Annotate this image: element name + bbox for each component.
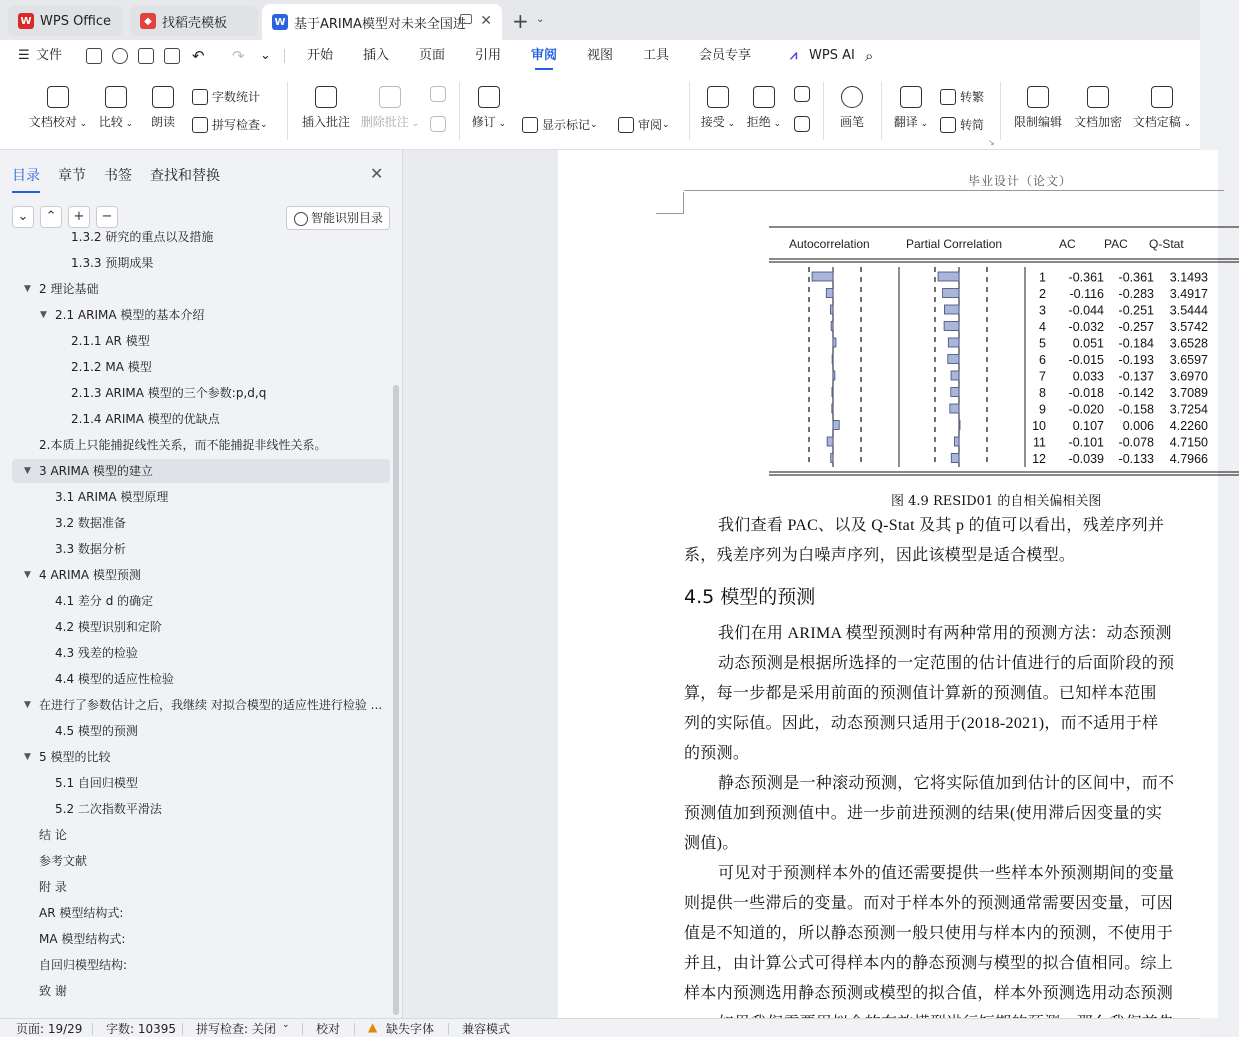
paragraph-line: 动态预测是根据所选择的一定范围的估计值进行的后面阶段的预 <box>718 655 1175 672</box>
toc-item[interactable] <box>12 485 390 509</box>
paragraph-line: 测值)。 <box>684 835 739 852</box>
cell-pac: -0.251 <box>1118 303 1154 318</box>
tab-chapters[interactable]: 章节 <box>58 168 86 184</box>
toc-item-label: 致 谢 <box>39 984 67 998</box>
expand-arrow-icon[interactable]: ▼ <box>24 700 31 710</box>
cell-q: 3.6597 <box>1169 353 1208 367</box>
warning-icon: ▲ <box>368 1020 378 1034</box>
insert-comment-button[interactable]: 插入批注 <box>298 86 354 130</box>
cell-lag: 4 <box>1039 320 1046 334</box>
cell-lag: 2 <box>1039 287 1046 301</box>
toc-item-label: 4.3 残差的检验 <box>55 646 138 660</box>
toc-item-label: 自回归模型结构: <box>39 958 128 972</box>
ac-bar <box>833 421 839 430</box>
column-header: Q-Stat <box>1149 237 1184 251</box>
cell-ac: 0.051 <box>1072 336 1104 351</box>
cell-pac: -0.078 <box>1118 435 1154 450</box>
ac-bar <box>833 338 836 347</box>
spell-check-indicator[interactable]: 拼写检查: 关闭 <box>196 1022 276 1036</box>
finalize-button[interactable]: 文档定稿 ⌄ <box>1132 86 1192 130</box>
prev-revision-icon <box>794 86 810 102</box>
toc-item-label: 2.1 ARIMA 模型的基本介绍 <box>55 308 205 322</box>
pac-bar <box>954 437 959 446</box>
toc-item[interactable] <box>12 537 390 561</box>
toc-item[interactable] <box>12 459 390 483</box>
cell-q: 4.2260 <box>1169 419 1208 433</box>
encrypt-doc-icon <box>1087 86 1109 108</box>
writer-doc-icon: W <box>272 14 288 30</box>
toc-item-label: 2 理论基础 <box>39 282 99 296</box>
print-icon[interactable] <box>138 48 154 64</box>
cell-q: 4.7966 <box>1169 452 1208 466</box>
arrow-right-icon <box>430 116 446 132</box>
paragraph-line: 样本内预测选用静态预测或模型的拟合值，样本外预测选用动态预测 <box>684 985 1174 1002</box>
export-icon[interactable] <box>112 48 128 64</box>
add-heading-button[interactable]: + <box>68 206 90 228</box>
missing-font-indicator[interactable]: 缺失字体 <box>386 1022 435 1036</box>
cell-pac: 0.006 <box>1122 419 1154 433</box>
column-header: Autocorrelation <box>789 237 870 251</box>
ac-bar <box>830 305 833 314</box>
toc-item[interactable] <box>12 719 390 743</box>
prev-comment-button <box>428 86 448 107</box>
status-bar <box>0 1018 1200 1037</box>
cell-ac: -0.044 <box>1068 303 1104 318</box>
group-expand-icon[interactable]: ↘ <box>988 138 995 147</box>
paragraph-line: 列的实际值。因此，动态预测只适用于(2018-2021)，而不适用于样 <box>684 715 1159 732</box>
ac-bar <box>832 404 833 413</box>
reject-icon <box>753 86 775 108</box>
toc-item[interactable] <box>12 927 390 951</box>
cell-pac: -0.361 <box>1118 270 1154 285</box>
cell-lag: 1 <box>1039 270 1046 285</box>
review-pane-icon <box>618 117 634 133</box>
document-page[interactable] <box>558 150 1218 1018</box>
remove-heading-button[interactable]: − <box>96 206 118 228</box>
menu-start[interactable]: 开始 <box>307 48 334 63</box>
toc-item-label: 3 ARIMA 模型的建立 <box>39 464 153 478</box>
toc-item[interactable] <box>12 589 390 613</box>
translate-button[interactable]: 翻译 ⌄ <box>893 86 929 130</box>
word-count-icon <box>192 89 208 105</box>
to-traditional-button[interactable]: 转繁 <box>940 88 984 105</box>
cell-pac: -0.158 <box>1118 402 1154 417</box>
paragraph-line: 可见对于预测样本外的值还需要提供一些样本外预测期间的变量 <box>718 865 1175 882</box>
paragraph-line: 算，每一步都是采用前面的预测值计算新的预测值。已知样本范围 <box>684 685 1157 702</box>
paragraph-line: 则提供一些滞后的变量。而对于样本外的预测通常需要因变量，可因 <box>684 895 1174 912</box>
cell-ac: -0.020 <box>1068 402 1104 417</box>
ac-bar <box>832 355 833 364</box>
cell-pac: -0.257 <box>1118 320 1154 334</box>
simplified-icon <box>940 117 956 133</box>
wps-logo-icon: W <box>18 13 34 29</box>
paragraph-line: 系，残差序列为白噪声序列，因此该模型是适合模型。 <box>684 547 1076 564</box>
ac-bar <box>831 454 833 463</box>
toc-item-label: 在进行了参数估计之后，我继续 对拟合模型的适应性进行检验 ... <box>39 698 383 712</box>
cell-pac: -0.142 <box>1118 386 1154 400</box>
tab-template[interactable] <box>130 6 258 36</box>
column-header: Partial Correlation <box>906 237 1003 251</box>
toc-item-label: 附 录 <box>39 880 67 894</box>
toc-item[interactable] <box>12 823 390 847</box>
column-header: AC <box>1059 237 1076 251</box>
tab-bar <box>0 0 1200 40</box>
cell-q: 3.6970 <box>1169 369 1208 384</box>
chevron-down-icon[interactable]: ⌄ <box>282 1020 290 1030</box>
pac-bar <box>951 371 959 380</box>
next-comment-button <box>428 116 448 137</box>
comment-plus-icon <box>315 86 337 108</box>
cell-q: 3.7089 <box>1169 386 1208 400</box>
cell-q: 3.6528 <box>1169 336 1208 351</box>
toc-item[interactable] <box>12 277 390 301</box>
toc-item[interactable] <box>12 693 390 717</box>
toc-item[interactable] <box>12 979 390 1003</box>
document-canvas[interactable] <box>403 150 1208 1018</box>
toc-item-label: 2.1.2 MA 模型 <box>71 360 152 374</box>
toc-item[interactable] <box>12 407 390 431</box>
next-revision-icon <box>794 116 810 132</box>
tab-document[interactable] <box>262 4 502 40</box>
tab-label: 基于ARIMA模型对未来全国进 <box>294 16 466 32</box>
toc-item[interactable] <box>12 615 390 639</box>
menu-view[interactable]: 视图 <box>587 48 614 63</box>
show-markup-icon <box>522 117 538 133</box>
accept-button[interactable]: 接受 ⌄ <box>700 86 736 130</box>
toc-item[interactable] <box>12 511 390 535</box>
page-header: 毕业设计（论文） <box>968 174 1073 188</box>
toc-item-label: 4.5 模型的预测 <box>55 724 138 738</box>
paragraph-line: 我们在用 ARIMA 模型预测时有两种常用的预测方法：动态预测 <box>718 625 1172 642</box>
review-pane-button[interactable]: 审阅 ⌄ <box>618 116 670 133</box>
toc-item-label: 参考文献 <box>39 854 88 868</box>
translate-icon <box>900 86 922 108</box>
compat-mode-indicator: 兼容模式 <box>462 1022 511 1036</box>
ac-bar <box>832 388 833 397</box>
collapse-down-button[interactable]: ⌄ <box>12 206 34 228</box>
page-indicator[interactable]: 页面: 19/29 <box>16 1022 83 1036</box>
toc-item-label: 3.3 数据分析 <box>55 542 126 556</box>
tab-find-replace[interactable]: 查找和替换 <box>150 168 220 184</box>
proofread-icon <box>47 86 69 108</box>
cell-ac: -0.039 <box>1068 452 1104 466</box>
read-aloud-button[interactable]: 朗读 <box>146 86 180 130</box>
revise-icon <box>478 86 500 108</box>
tab-bookmarks[interactable]: 书签 <box>104 168 132 184</box>
toc-item-label: 2.1.4 ARIMA 模型的优缺点 <box>71 412 220 426</box>
cell-ac: 0.107 <box>1072 419 1104 433</box>
undo-icon[interactable]: ↶ <box>192 47 205 65</box>
pac-bar <box>943 289 959 298</box>
cell-q: 3.7254 <box>1169 402 1208 417</box>
cell-lag: 3 <box>1039 303 1046 318</box>
toc-item-label: 1.3.2 研究的重点以及措施 <box>71 230 214 244</box>
toc-item[interactable] <box>12 849 390 873</box>
finalize-doc-icon <box>1151 86 1173 108</box>
cell-ac: 0.033 <box>1072 369 1104 384</box>
reject-button[interactable]: 拒绝 ⌄ <box>746 86 782 130</box>
to-simplified-button[interactable]: 转简 <box>940 116 984 133</box>
revise-button[interactable]: 修订 ⌄ <box>470 86 508 130</box>
cell-lag: 10 <box>1032 419 1046 433</box>
review-toolbar <box>0 72 1200 150</box>
wps-ai-icon: ⩘ <box>790 48 798 63</box>
menu-page[interactable]: 页面 <box>419 48 446 63</box>
pac-bar <box>944 322 959 331</box>
toc-item-label: 4 ARIMA 模型预测 <box>39 568 141 582</box>
cell-lag: 11 <box>1033 435 1046 450</box>
docer-logo-icon: ◆ <box>140 13 156 29</box>
redo-icon: ↷ <box>232 47 245 65</box>
close-pane-icon[interactable]: ✕ <box>370 164 384 183</box>
column-header: PAC <box>1104 237 1128 251</box>
toc-item-label: 1.3.3 预期成果 <box>71 256 154 270</box>
pac-bar <box>938 272 959 281</box>
smart-toc-button[interactable]: 智能识别目录 <box>286 206 390 230</box>
paragraph-line: 我们查看 PAC、以及 Q-Stat 及其 p 的值可以看出，残差序列并 <box>718 517 1165 534</box>
accept-icon <box>707 86 729 108</box>
read-aloud-icon <box>152 86 174 108</box>
print-preview-icon[interactable] <box>164 48 180 64</box>
cell-ac: -0.116 <box>1069 287 1104 301</box>
section-heading: 4.5 模型的预测 <box>684 586 816 608</box>
cell-q: 3.1493 <box>1169 270 1208 285</box>
toc-item-label: 4.4 模型的适应性检验 <box>55 672 174 686</box>
search-icon[interactable]: ⌕ <box>865 47 874 65</box>
menu-file[interactable]: 文件 <box>36 48 63 63</box>
expand-arrow-icon[interactable]: ▼ <box>24 752 31 762</box>
paragraph-line: 值是不知道的，所以静态预测一般只使用与样本内的预测，不使用于 <box>684 925 1174 942</box>
save-icon[interactable] <box>86 48 102 64</box>
crop-mark <box>656 192 684 214</box>
tab-label: WPS Office <box>40 13 112 29</box>
toc-item-label: AR 模型结构式: <box>39 906 124 920</box>
cell-lag: 12 <box>1032 452 1046 466</box>
cell-pac: -0.133 <box>1118 452 1154 466</box>
restrict-edit-button[interactable]: 限制编辑 <box>1012 86 1064 130</box>
cell-pac: -0.283 <box>1118 287 1154 301</box>
cell-ac: -0.361 <box>1068 270 1104 285</box>
toc-item[interactable] <box>12 433 390 457</box>
cell-ac: -0.032 <box>1068 320 1104 334</box>
toc-item[interactable] <box>12 875 390 899</box>
ac-bar <box>831 322 833 331</box>
paragraph-line: 预测值加到预测值中。进一步前进预测的结果(使用滞后因变量的实 <box>684 805 1163 822</box>
toc-item[interactable] <box>12 355 390 379</box>
toc-item-label: 2.1.1 AR 模型 <box>71 334 150 348</box>
encrypt-button[interactable]: 文档加密 <box>1072 86 1124 130</box>
pac-bar <box>948 355 959 364</box>
pac-bar <box>944 305 959 314</box>
close-tab-icon[interactable]: ✕ <box>480 13 492 29</box>
pac-bar <box>951 388 959 397</box>
cell-pac: -0.193 <box>1118 353 1154 367</box>
cell-ac: -0.015 <box>1068 353 1104 367</box>
chevron-down-icon[interactable]: ⌄ <box>260 48 271 63</box>
toc-item-label: 2.1.3 ARIMA 模型的三个参数:p,d,q <box>71 386 267 400</box>
cell-q: 4.7150 <box>1169 435 1208 450</box>
pac-bar <box>959 421 960 430</box>
pac-bar <box>951 454 959 463</box>
ac-bar <box>833 371 835 380</box>
cell-q: 3.4917 <box>1169 287 1208 301</box>
toc-item[interactable] <box>12 329 390 353</box>
toc-item[interactable] <box>12 953 390 977</box>
menu-bar <box>0 40 1200 72</box>
next-revision-button[interactable] <box>792 116 812 137</box>
menu-insert[interactable]: 插入 <box>363 48 390 63</box>
toc-scrollbar[interactable] <box>393 385 399 1015</box>
cell-q: 3.5742 <box>1169 320 1208 334</box>
toc-item-label: MA 模型结构式: <box>39 932 126 946</box>
toc-item-label: 5.2 二次指数平滑法 <box>55 802 162 816</box>
toc-item-label: 3.2 数据准备 <box>55 516 126 530</box>
paragraph-line: 的预测。 <box>684 745 750 762</box>
toc-item-label: 3.1 ARIMA 模型原理 <box>55 490 169 504</box>
navigation-pane <box>0 150 403 1018</box>
tab-label: 找稻壳模板 <box>162 15 228 31</box>
traditional-icon <box>940 89 956 105</box>
cell-lag: 8 <box>1039 386 1046 400</box>
expand-arrow-icon[interactable]: ▼ <box>24 570 31 580</box>
tab-toc[interactable]: 目录 <box>12 165 40 185</box>
expand-arrow-icon[interactable]: ▼ <box>24 466 31 476</box>
expand-arrow-icon[interactable]: ▼ <box>40 310 47 320</box>
toc-list <box>0 232 392 1018</box>
show-markup-button[interactable]: 显示标记 ⌄ <box>522 116 598 133</box>
toc-item[interactable] <box>12 303 390 327</box>
arrow-left-icon <box>430 86 446 102</box>
pac-bar <box>948 338 959 347</box>
pen-icon <box>841 86 863 108</box>
proofread-button[interactable]: 文档校对 ⌄ <box>28 86 88 130</box>
menu-wps-ai[interactable]: WPS AI <box>809 48 855 63</box>
ac-bar <box>812 272 833 281</box>
monitor-icon[interactable] <box>460 14 472 24</box>
prev-revision-button[interactable] <box>792 86 812 107</box>
cell-ac: -0.018 <box>1068 386 1104 400</box>
cell-q: 3.5444 <box>1169 303 1208 318</box>
compare-button[interactable]: 比较 ⌄ <box>96 86 136 130</box>
hamburger-icon[interactable]: ☰ <box>18 48 30 63</box>
menu-review[interactable]: 审阅 <box>531 40 557 72</box>
toc-item[interactable] <box>12 745 390 769</box>
menu-vip[interactable]: 会员专享 <box>699 48 752 63</box>
cell-lag: 9 <box>1039 402 1046 417</box>
toc-item[interactable] <box>12 641 390 665</box>
ac-bar <box>826 289 833 298</box>
toc-item-label: 2.本质上只能捕捉线性关系，而不能捕捉非线性关系。 <box>39 438 327 452</box>
figure-caption: 图 4.9 RESID01 的自相关偏相关图 <box>891 494 1102 509</box>
toc-item[interactable] <box>12 901 390 925</box>
header-rule <box>684 190 1224 191</box>
toc-item-label: 4.2 模型识别和定阶 <box>55 620 162 634</box>
correlogram-figure <box>769 225 1239 478</box>
tab-wps-office[interactable] <box>8 6 123 36</box>
compare-icon <box>105 86 127 108</box>
toc-item[interactable] <box>12 667 390 691</box>
cell-lag: 7 <box>1039 369 1046 384</box>
spell-check-button[interactable]: 拼写检查 ⌄ <box>192 116 268 133</box>
toc-item[interactable] <box>12 381 390 405</box>
word-count-indicator[interactable]: 字数: 10395 <box>106 1022 177 1036</box>
delete-comment-button: 删除批注 ⌄ <box>360 86 420 130</box>
menu-tools[interactable]: 工具 <box>643 48 670 63</box>
toc-item-label: 5.1 自回归模型 <box>55 776 138 790</box>
collapse-up-button[interactable]: ⌃ <box>40 206 62 228</box>
word-count-button[interactable]: 字数统计 <box>192 88 260 105</box>
pac-bar <box>950 404 959 413</box>
cell-pac: -0.184 <box>1118 336 1154 351</box>
proof-indicator[interactable]: 校对 <box>316 1022 341 1036</box>
toc-item[interactable] <box>12 225 390 249</box>
cell-lag: 5 <box>1039 336 1046 351</box>
spell-check-icon <box>192 117 208 133</box>
lock-doc-icon <box>1027 86 1049 108</box>
cell-pac: -0.137 <box>1118 369 1154 384</box>
new-tab-plus-icon[interactable]: + <box>512 9 529 33</box>
paragraph-line: 静态预测是一种滚动预测，它将实际值加到估计的区间中，而不 <box>718 775 1175 792</box>
paragraph-line: 并且，由计算公式可得样本内的静态预测与模型的拟合值相同。综上 <box>684 955 1174 972</box>
toc-item[interactable] <box>12 797 390 821</box>
ac-bar <box>827 437 833 446</box>
toc-item-label: 结 论 <box>39 828 67 842</box>
chevron-down-icon[interactable]: ⌄ <box>536 14 545 25</box>
cell-ac: -0.101 <box>1068 435 1104 450</box>
pen-button[interactable]: 画笔 <box>836 86 868 130</box>
cell-lag: 6 <box>1039 353 1046 367</box>
menu-reference[interactable]: 引用 <box>475 48 502 63</box>
toc-item[interactable] <box>12 771 390 795</box>
toc-item-label: 5 模型的比较 <box>39 750 111 764</box>
comment-delete-icon <box>379 86 401 108</box>
toc-item-label: 4.1 差分 d 的确定 <box>55 594 154 608</box>
toc-item[interactable] <box>12 563 390 587</box>
expand-arrow-icon[interactable]: ▼ <box>24 284 31 294</box>
toc-item[interactable] <box>12 251 390 275</box>
